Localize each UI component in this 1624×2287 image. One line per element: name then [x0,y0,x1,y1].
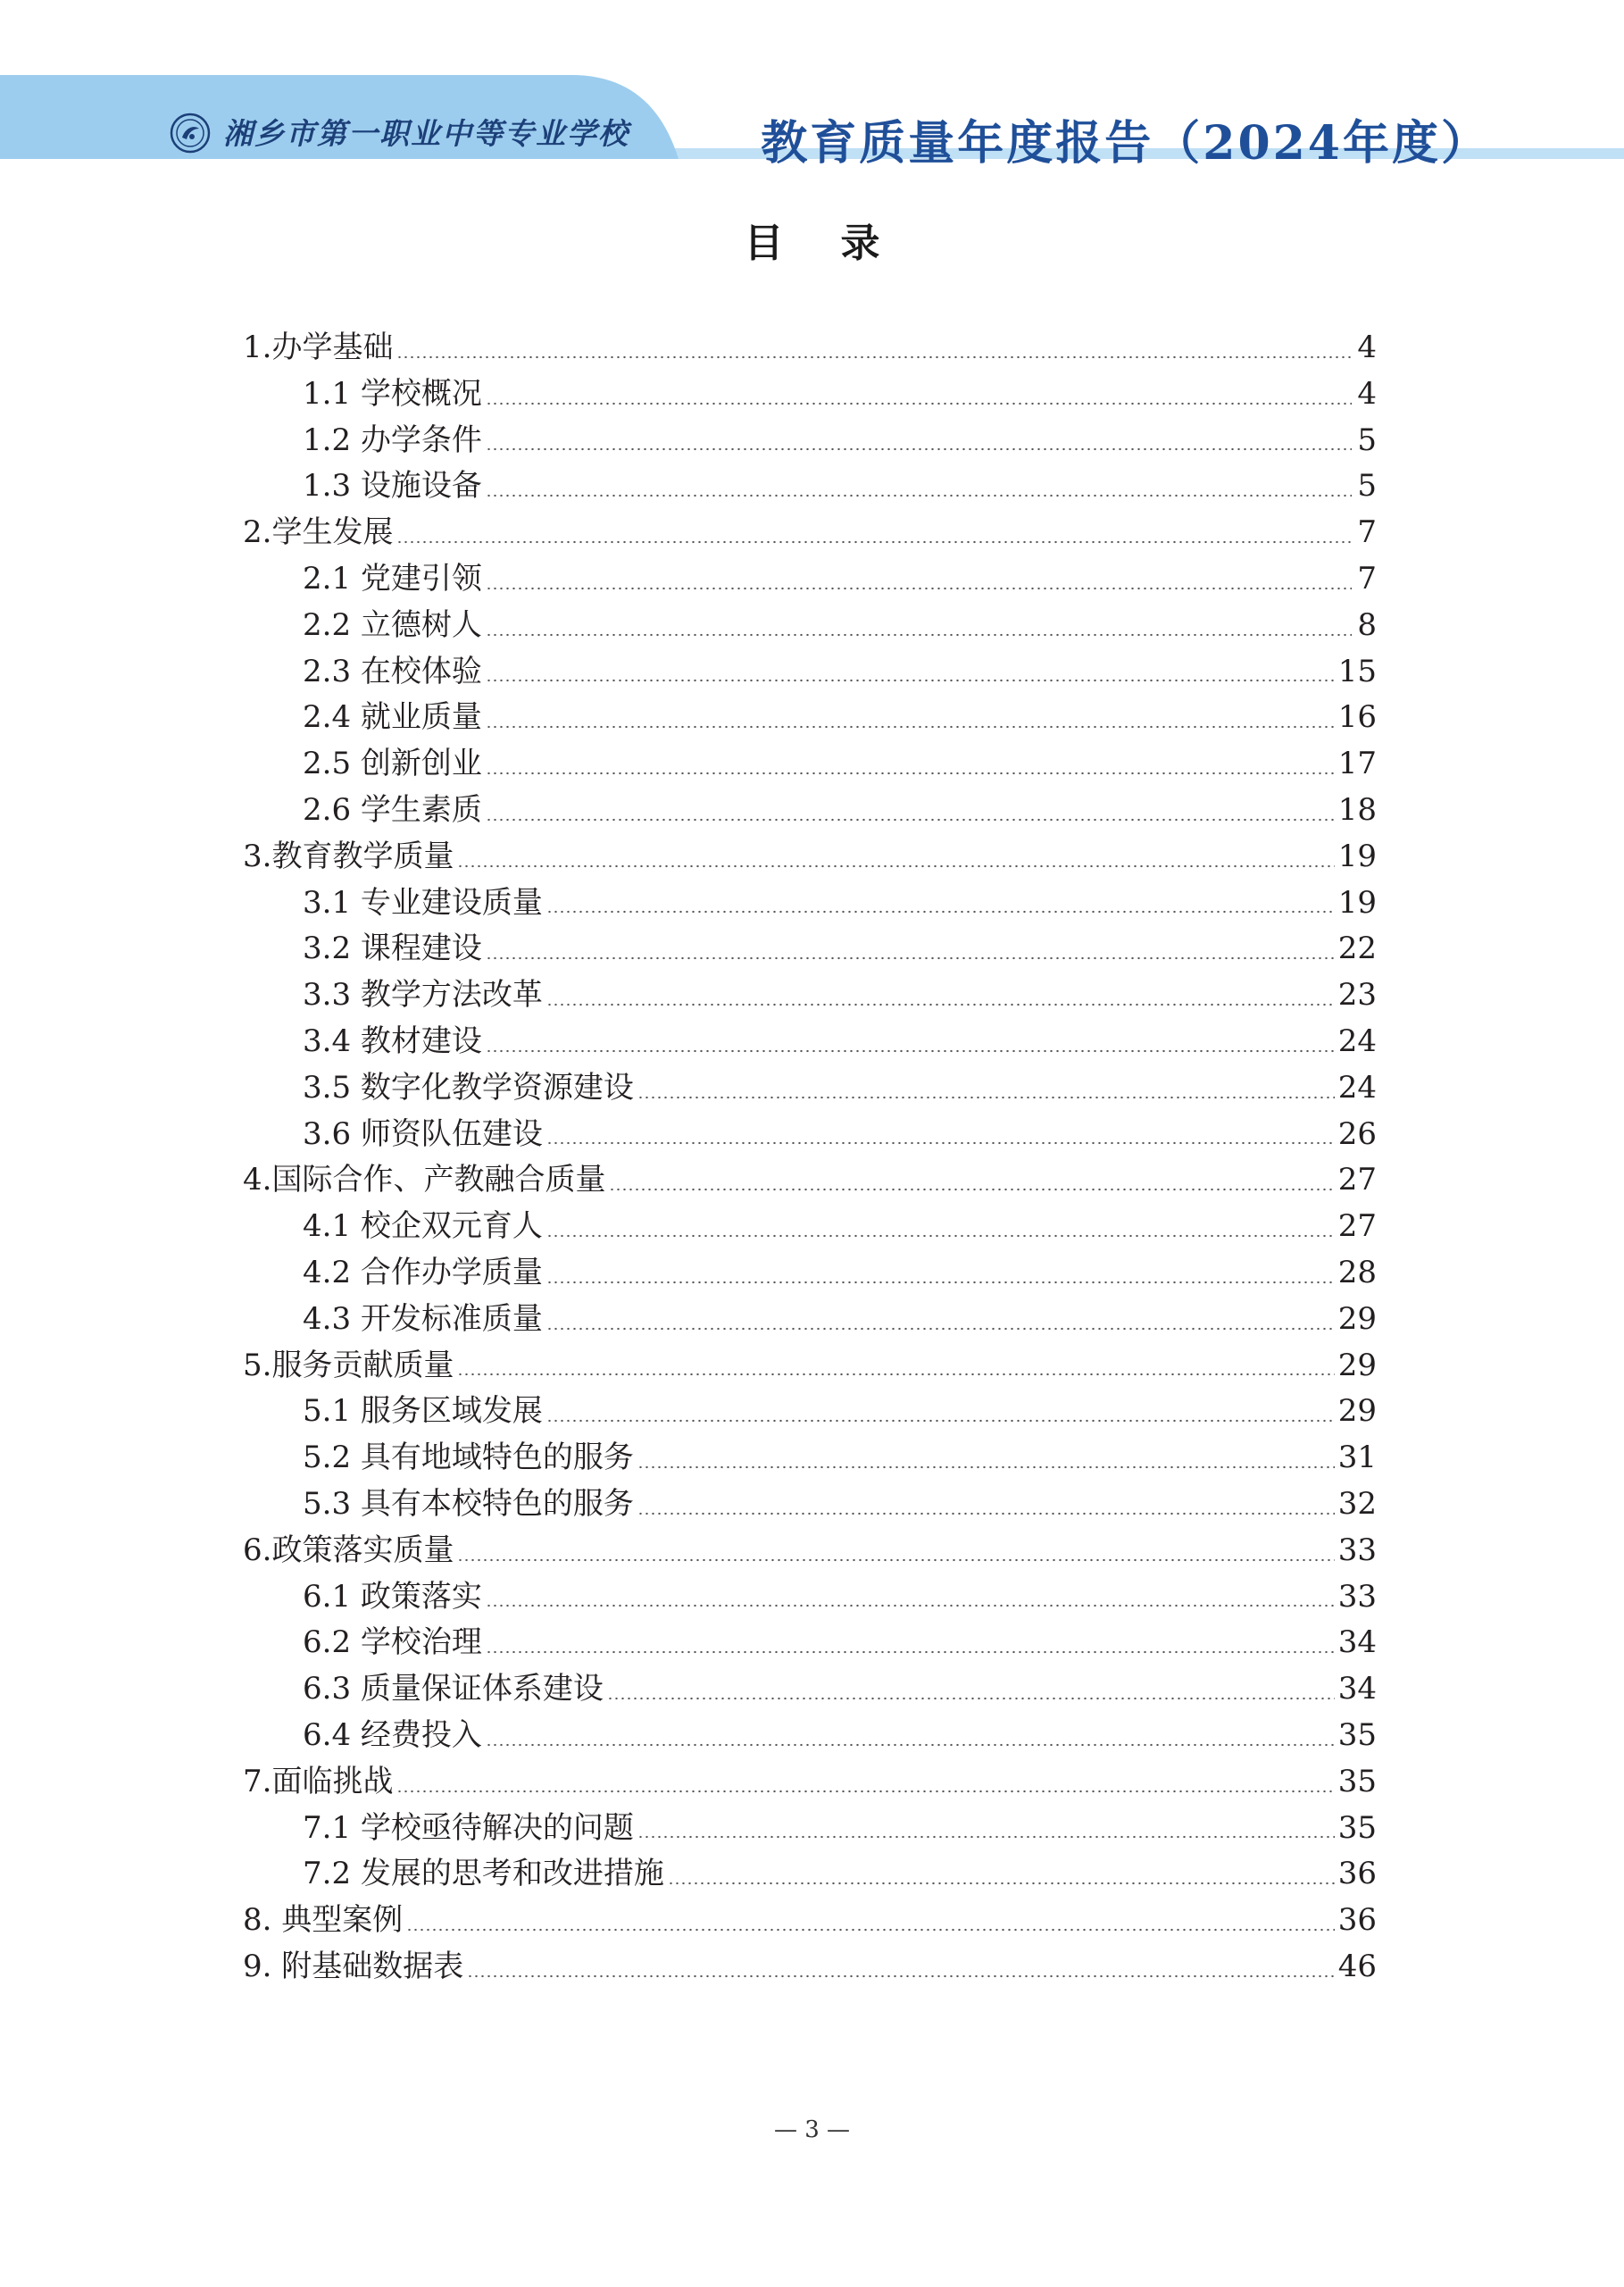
toc-entry-page: 16 [1337,699,1377,736]
toc-dot-leader [637,1465,1335,1469]
toc-dot-leader [486,402,1352,405]
toc-dot-leader [637,1096,1335,1099]
toc-entry[interactable] [243,1435,1377,1482]
toc-dot-leader [457,1373,1334,1376]
toc-entry-title: 1.2 办学条件 [303,422,482,458]
toc-dot-leader [486,447,1352,451]
toc-entry-page: 5 [1357,468,1377,505]
page-title: 目录 [744,221,937,266]
toc-entry-title: 2.5 创新创业 [303,746,482,782]
toc-entry[interactable] [243,1620,1377,1666]
toc-entry-title: 3.4 教材建设 [303,1022,482,1059]
toc-entry-page: 5 [1357,422,1377,458]
toc-dot-leader [546,1419,1335,1423]
toc-entry-page: 27 [1337,1208,1377,1245]
toc-entry[interactable] [243,1250,1377,1297]
toc-entry[interactable] [243,371,1377,418]
toc-entry-page: 7 [1357,514,1377,551]
toc-entry[interactable] [243,695,1377,741]
toc-entry-page: 24 [1337,1069,1377,1106]
toc-entry-page: 22 [1337,931,1377,967]
toc-entry-title: 2.学生发展 [243,514,394,551]
table-of-contents [243,325,1377,1991]
report-header [0,75,1624,191]
toc-dot-leader [486,1604,1335,1607]
toc-entry[interactable] [243,649,1377,696]
toc-entry-page: 4 [1357,330,1377,365]
toc-entry-title: 5.3 具有本校特色的服务 [303,1485,634,1522]
toc-dot-leader [637,1512,1335,1515]
toc-entry[interactable] [243,510,1377,556]
toc-dot-leader [486,1049,1335,1053]
toc-entry-title: 5.1 服务区域发展 [303,1393,543,1430]
toc-entry-page: 4 [1357,375,1377,412]
toc-entry[interactable] [243,1851,1377,1898]
toc-entry-title: 3.2 课程建设 [303,931,482,967]
toc-entry-page: 36 [1337,1902,1377,1939]
toc-dot-leader [406,1928,1334,1932]
toc-entry-page: 29 [1337,1347,1377,1383]
toc-entry-title: 5.2 具有地域特色的服务 [303,1440,634,1476]
toc-entry[interactable] [243,1065,1377,1112]
toc-dot-leader [637,1835,1335,1839]
toc-entry-page: 34 [1337,1624,1377,1661]
toc-entry-title: 6.2 学校治理 [303,1624,482,1661]
toc-entry[interactable] [243,1204,1377,1250]
toc-dot-leader [396,540,1352,544]
toc-dot-leader [486,494,1352,497]
toc-entry-title: 1.3 设施设备 [303,468,482,505]
toc-dot-leader [546,910,1335,914]
school-name: 湘乡市第一职业中等专业学校 [223,116,629,151]
toc-entry-page: 28 [1337,1254,1377,1290]
toc-dot-leader [486,956,1335,960]
toc-dot-leader [486,587,1352,590]
toc-entry-title: 1.办学基础 [243,330,394,365]
toc-entry-page: 29 [1337,1300,1377,1337]
toc-entry-title: 4.3 开发标准质量 [303,1300,543,1337]
toc-entry-page: 24 [1337,1022,1377,1059]
toc-dot-leader [546,1281,1335,1284]
toc-entry-page: 7 [1357,560,1377,597]
toc-dot-leader [609,1188,1334,1191]
toc-entry-title: 4.国际合作、产教融合质量 [243,1162,606,1198]
toc-entry[interactable] [243,1666,1377,1713]
toc-entry-title: 2.4 就业质量 [303,699,482,736]
toc-entry-title: 3.6 师资队伍建设 [303,1115,543,1152]
toc-entry[interactable] [243,1528,1377,1574]
toc-entry-title: 1.1 学校概况 [303,375,482,412]
toc-entry-title: 6.3 质量保证体系建设 [303,1671,604,1707]
toc-entry-page: 18 [1337,791,1377,828]
toc-entry[interactable] [243,1019,1377,1065]
toc-entry-page: 19 [1337,838,1377,874]
toc-dot-leader [486,1743,1335,1747]
toc-dot-leader [486,679,1335,682]
toc-entry[interactable] [243,1389,1377,1435]
toc-dot-leader [546,1327,1335,1331]
toc-entry-page: 17 [1337,746,1377,782]
toc-dot-leader [486,772,1335,775]
toc-entry[interactable] [243,1343,1377,1390]
toc-entry-title: 6.1 政策落实 [303,1578,482,1615]
report-title: 教育质量年度报告（2024年度） [761,116,1490,171]
toc-entry[interactable] [243,926,1377,972]
toc-entry-page: 33 [1337,1532,1377,1568]
toc-entry-page: 23 [1337,977,1377,1014]
toc-dot-leader [546,1003,1335,1006]
toc-entry[interactable] [243,1898,1377,1944]
toc-entry[interactable] [243,1112,1377,1158]
toc-entry-title: 2.2 立德树人 [303,606,482,643]
toc-entry[interactable] [243,1713,1377,1759]
page-number: — 3 — [773,2116,851,2143]
toc-entry[interactable] [243,325,1377,371]
toc-entry-page: 36 [1337,1856,1377,1892]
toc-dot-leader [546,1234,1335,1238]
toc-entry-page: 27 [1337,1162,1377,1198]
toc-dot-leader [396,1790,1334,1793]
toc-entry[interactable] [243,1297,1377,1343]
toc-dot-leader [486,633,1352,637]
toc-entry-page: 35 [1337,1763,1377,1799]
toc-entry-title: 6.4 经费投入 [303,1716,482,1753]
toc-entry-title: 2.6 学生素质 [303,791,482,828]
toc-entry[interactable] [243,1944,1377,1991]
toc-entry[interactable] [243,418,1377,464]
toc-entry-title: 4.1 校企双元育人 [303,1208,543,1245]
toc-entry-title: 6.政策落实质量 [243,1532,454,1568]
toc-entry-page: 26 [1337,1115,1377,1152]
toc-entry-title: 3.5 数字化教学资源建设 [303,1069,634,1106]
toc-dot-leader [546,1141,1335,1145]
toc-entry-title: 9. 附基础数据表 [243,1948,464,1984]
toc-entry[interactable] [243,834,1377,881]
toc-dot-leader [467,1974,1334,1978]
toc-entry-title: 3.教育教学质量 [243,838,454,874]
toc-entry-page: 34 [1337,1671,1377,1707]
toc-entry-page: 33 [1337,1578,1377,1615]
school-emblem-icon [170,113,211,154]
toc-entry-page: 15 [1337,653,1377,689]
toc-entry-title: 3.1 专业建设质量 [303,884,543,921]
toc-dot-leader [607,1697,1335,1700]
toc-entry-title: 7.面临挑战 [243,1763,394,1799]
toc-entry[interactable] [243,1759,1377,1806]
toc-entry-page: 32 [1337,1485,1377,1522]
toc-entry-page: 31 [1337,1440,1377,1476]
toc-entry[interactable] [243,603,1377,649]
toc-dot-leader [486,1650,1335,1654]
toc-entry[interactable] [243,556,1377,603]
toc-dot-leader [457,864,1334,868]
toc-entry[interactable] [243,1482,1377,1528]
toc-dot-leader [668,1882,1335,1885]
toc-entry[interactable] [243,881,1377,927]
toc-entry-page: 19 [1337,884,1377,921]
toc-dot-leader [486,725,1335,729]
toc-entry[interactable] [243,1806,1377,1852]
toc-entry-title: 2.3 在校体验 [303,653,482,689]
toc-entry-title: 2.1 党建引领 [303,560,482,597]
toc-entry-title: 3.3 教学方法改革 [303,977,543,1014]
toc-entry[interactable] [243,788,1377,834]
toc-entry-page: 35 [1337,1809,1377,1846]
toc-dot-leader [457,1558,1334,1562]
toc-entry[interactable] [243,972,1377,1019]
toc-entry[interactable] [243,463,1377,510]
toc-dot-leader [486,818,1335,822]
toc-entry[interactable] [243,1157,1377,1204]
toc-entry-page: 46 [1337,1948,1377,1984]
toc-dot-leader [396,355,1352,359]
toc-entry-title: 4.2 合作办学质量 [303,1254,543,1290]
toc-entry-title: 7.1 学校亟待解决的问题 [303,1809,634,1846]
toc-entry[interactable] [243,741,1377,788]
toc-entry-title: 8. 典型案例 [243,1902,404,1939]
toc-entry-page: 29 [1337,1393,1377,1430]
toc-entry-title: 7.2 发展的思考和改进措施 [303,1856,664,1892]
toc-entry-title: 5.服务贡献质量 [243,1347,454,1383]
toc-entry-page: 8 [1357,606,1377,643]
toc-entry[interactable] [243,1574,1377,1621]
toc-entry-page: 35 [1337,1716,1377,1753]
